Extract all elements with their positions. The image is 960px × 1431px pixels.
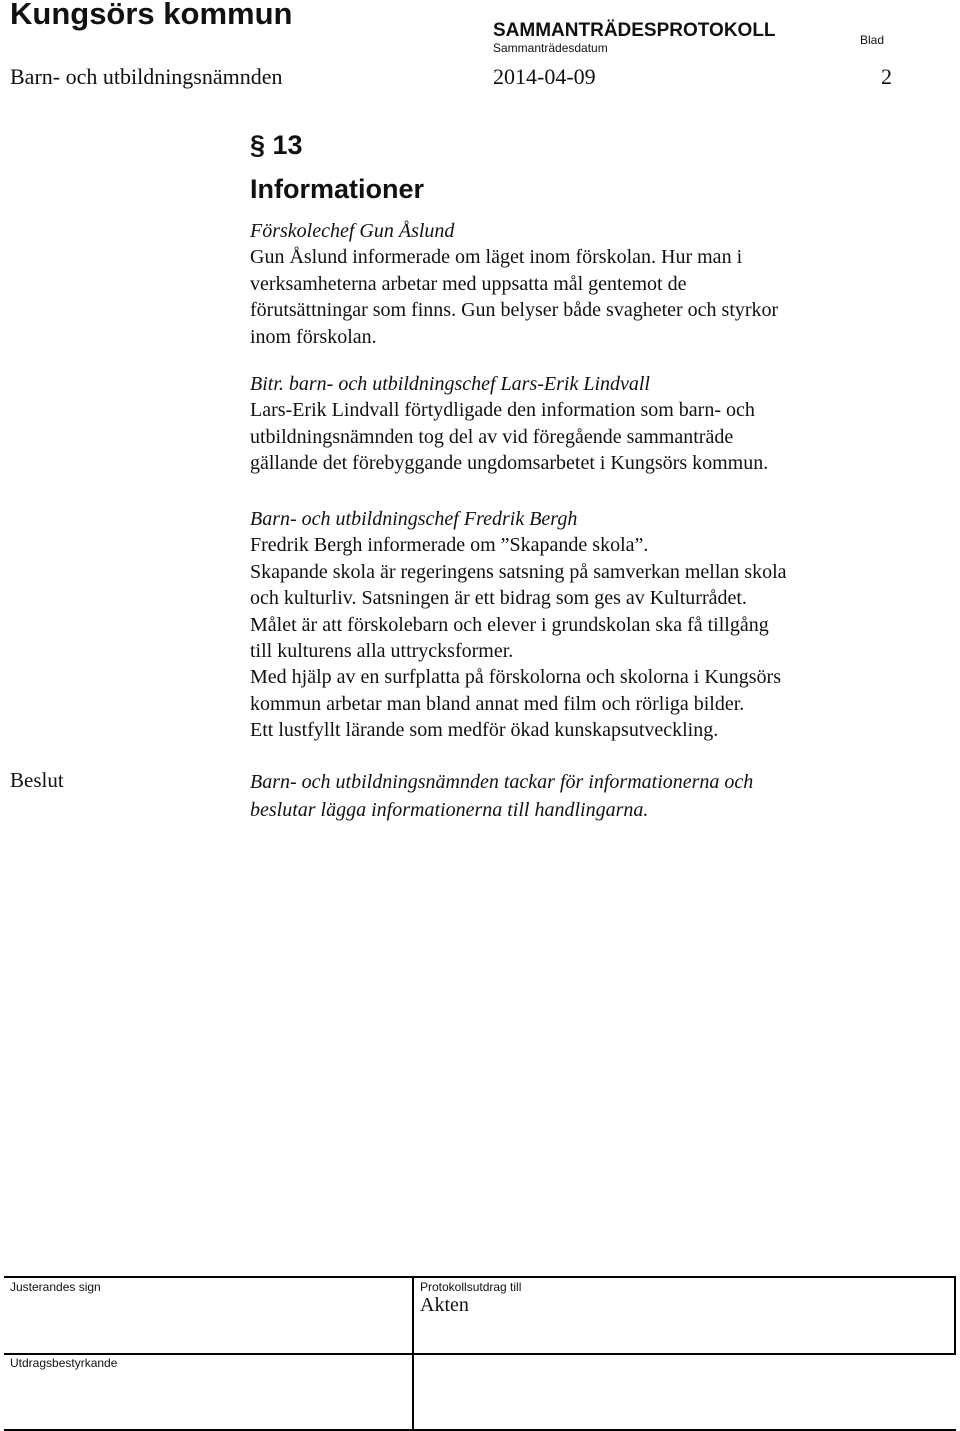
committee-name: Barn- och utbildningsnämnden — [10, 64, 283, 89]
page-label: Blad — [860, 33, 885, 47]
item-heading: Barn- och utbildningschef Fredrik Bergh — [250, 508, 578, 530]
decision-line: beslutar lägga informationerna till handlingarna. — [250, 799, 649, 821]
paragraph-number: § 13 — [250, 130, 303, 160]
item-text-line: utbildningsnämnden tog del av vid föregående sammanträde — [250, 425, 734, 448]
protokollsutdrag-label: Protokollsutdrag till — [420, 1280, 522, 1294]
item-text-line: inom förskolan. — [250, 325, 377, 348]
organization-name: Kungsörs kommun — [10, 0, 293, 31]
document-type: SAMMANTRÄDESPROTOKOLL — [493, 20, 776, 41]
information-item — [250, 371, 930, 477]
item-text-line: kommun arbetar man bland annat med film och rörliga bilder. — [250, 692, 745, 715]
item-text-line: verksamheterna arbetar med uppsatta mål gentemot de — [250, 272, 687, 295]
item-heading: Förskolechef Gun Åslund — [250, 220, 455, 242]
decision-text — [250, 768, 753, 824]
item-text-line: Fredrik Bergh informerade om ”Skapande skola”. — [250, 534, 649, 557]
item-text-line: till kulturens alla uttrycksformer. — [250, 640, 514, 663]
protokollsutdrag-value: Akten — [420, 1294, 469, 1316]
item-text-line: Ett lustfyllt lärande som medför ökad kunskapsutveckling. — [250, 719, 719, 742]
utdragsbestyrkande-label: Utdragsbestyrkande — [10, 1356, 118, 1370]
item-text-line: förutsättningar som finns. Gun belyser både svagheter och styrkor — [250, 299, 779, 322]
item-text-line: Lars-Erik Lindvall förtydligade den information som barn- och — [250, 399, 755, 422]
section-title: Informationer — [250, 174, 425, 204]
table-divider — [4, 1353, 956, 1355]
meeting-date: 2014-04-09 — [493, 64, 596, 89]
decision-label: Beslut — [10, 768, 64, 792]
item-heading: Bitr. barn- och utbildningschef Lars-Erik Lindvall — [250, 373, 650, 395]
item-text-line: Gun Åslund informerade om läget inom förskolan. Hur man i — [250, 246, 743, 269]
signature-table — [4, 1276, 956, 1431]
page-number: 2 — [881, 64, 892, 89]
item-text-line: Målet är att förskolebarn och elever i grundskolan ska få tillgång — [250, 613, 769, 636]
information-item — [250, 218, 930, 350]
table-divider — [412, 1354, 414, 1429]
table-divider — [412, 1278, 414, 1354]
item-text-line: och kulturliv. Satsningen är ett bidrag som ges av Kulturrådet. — [250, 587, 747, 610]
table-divider — [954, 1278, 956, 1354]
information-item — [250, 506, 930, 744]
decision-line: Barn- och utbildningsnämnden tackar för informationerna och — [250, 771, 754, 793]
justerandes-sign-label: Justerandes sign — [10, 1280, 101, 1294]
meeting-date-label: Sammanträdesdatum — [493, 41, 608, 55]
item-text-line: Skapande skola är regeringens satsning på samverkan mellan skola — [250, 560, 787, 583]
item-text-line: Med hjälp av en surfplatta på förskolorna och skolorna i Kungsörs — [250, 666, 781, 689]
item-text-line: gällande det förebyggande ungdomsarbetet i Kungsörs kommun. — [250, 452, 769, 475]
